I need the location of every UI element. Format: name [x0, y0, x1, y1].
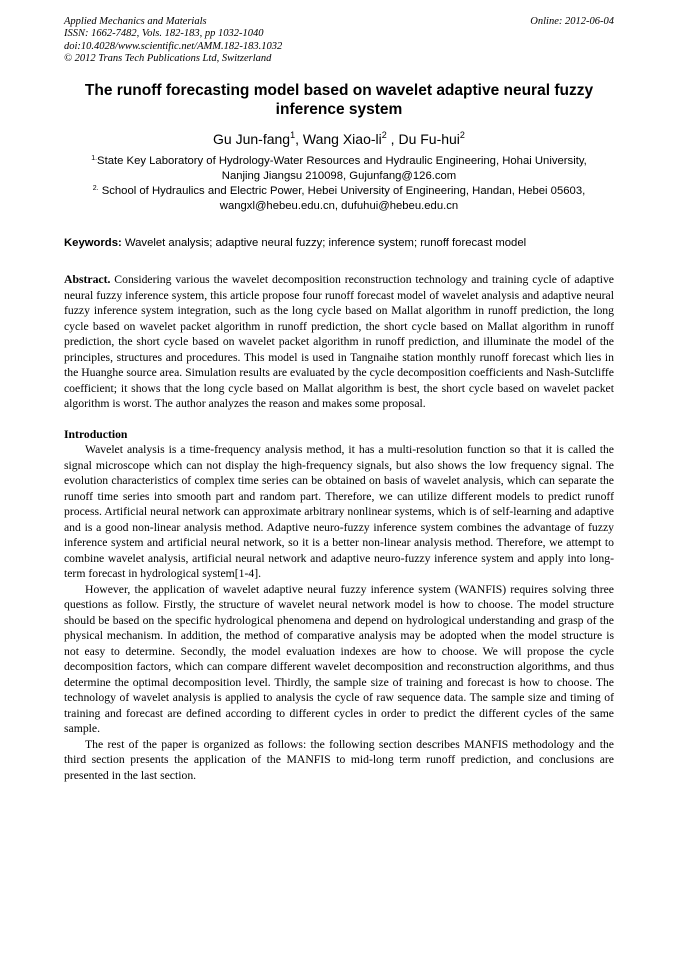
abstract-label: Abstract.: [64, 273, 111, 287]
author-list: [64, 130, 614, 148]
affiliation-text: State Key Laboratory of Hydrology-Water Resources and Hydraulic Engineering, Hohai University,: [97, 155, 587, 168]
author-name: Gu Jun-fang: [213, 131, 291, 148]
section-heading-introduction: Introduction: [64, 427, 128, 441]
title-line-1: The runoff forecasting model based on wavelet adaptive neural fuzzy: [84, 82, 594, 100]
doi-line: doi:10.4028/www.scientific.net/AMM.182-183.1032: [64, 40, 283, 52]
author-separator: ,: [386, 131, 399, 148]
keywords-text: Wavelet analysis; adaptive neural fuzzy; inference system; runoff forecast model: [121, 237, 527, 250]
paper-title: [64, 81, 614, 119]
affiliation-line: wangxl@hebeu.edu.cn, dufuhui@hebeu.edu.cn: [219, 200, 459, 213]
affiliation-mark: 1.: [91, 155, 98, 163]
affiliation-text: School of Hydraulics and Electric Power, Hebei University of Engineering, Handan, Hebei 05603,: [98, 185, 586, 198]
issn-line: ISSN: 1662-7482, Vols. 182-183, pp 1032-1040: [64, 28, 264, 40]
title-line-2: inference system: [275, 101, 403, 119]
abstract: [64, 272, 614, 412]
copyright-line: © 2012 Trans Tech Publications Ltd, Switzerland: [64, 52, 272, 64]
author-name: Wang Xiao-li: [302, 131, 382, 148]
author-affiliation-mark: 1: [290, 130, 296, 141]
journal-name: Applied Mechanics and Materials: [64, 16, 207, 27]
intro-paragraph: The rest of the paper is organized as follows: the following section describes MANFIS methodology and the third section presents the application of the MANFIS to mid-long term runoff prediction, and conclusions are presented in the last section.: [64, 737, 614, 782]
online-date: Online: 2012-06-04: [530, 16, 614, 27]
intro-paragraph: However, the application of wavelet adaptive neural fuzzy inference system (WANFIS) requires solving three questions as follow. Firstly, the structure of wavelet neural network model is how to choose. The model structure should be based on the specific hydrological phenomena and depend on hydrological understanding and grasp of the physical mechanism. In addition, the method of comparative analysis may be adopted when the model structure is not easy to determine. Secondly, the model evaluation indexes are how to choose. We will propose the cycle decomposition factors, which can compare different wavelet decomposition and reconstruction algorithms, and thus determine the optimal decomposition level. Thirdly, the sample size of training and forecast is how to choose. The technology of wavelet analysis is applied to analysis the cycle of raw sequence data. The sample size and timing of training and forecast are defined according to different cycles in order to predict the different cycles of the same sample.: [64, 582, 614, 736]
author-affiliation-mark: 2: [381, 130, 387, 141]
affiliation-line: [64, 154, 614, 169]
abstract-text: Considering various the wavelet decomposition reconstruction technology and training cycle of adaptive neural fuzzy inference system, this article propose four runoff forecast model of wavelet analysis and adaptive neural fuzzy inference system integration, such as the long cycle based on Mallat algorithm in runoff prediction, the long cycle based on wavelet packet algorithm in runoff prediction, the short cycle based on Mallat algorithm in runoff prediction, the short cycle based on wavelet packet algorithm in runoff prediction, and illuminate the model of the principles, structures and procedures. This model is used in Tangnaihe station monthly runoff forecast which lies in the Huanghe source area. Simulation results are evaluated by the cycle decomposition coefficients and Nash-Sutcliffe coefficient; it shows that the long cycle based on Mallat algorithm is best, the short cycle based on wavelet packet algorithm is worst. The author analyzes the reason and makes some proposal.: [64, 273, 614, 411]
intro-paragraph: Wavelet analysis is a time-frequency analysis method, it has a multi-resolution function so that it is called the signal microscope which can not display the high-frequency signals, but also shows the low frequency signal. The evolution characteristics of complex time series can be obtained on basis of wavelet analysis, which can separate the runoff time series into smooth part and random part. Therefore, we can utilize different models to predict runoff process. Artificial neural network can approximate arbitrary nonlinear systems, which is of self-learning and adaptive and is a good non-linear analysis method. Adaptive neuro-fuzzy inference system combines the advantage of fuzzy inference system and artificial neural network, so it is a better non-linear analysis method. Therefore, we attempt to combine wavelet analysis, artificial neural network and adaptive neuro-fuzzy inference system and apply into long-term forecast in hydrological system[1-4].: [64, 443, 614, 581]
affiliation-mark: 2.: [92, 185, 99, 193]
journal-header: [64, 16, 614, 65]
keywords: [64, 236, 614, 251]
keywords-label: Keywords:: [64, 237, 122, 250]
author-affiliation-mark: 2: [459, 130, 465, 141]
affiliations: [64, 154, 614, 214]
author-separator: ,: [295, 131, 303, 148]
affiliation-line: Nanjing Jiangsu 210098, Gujunfang@126.com: [221, 170, 457, 183]
affiliation-line: [64, 184, 614, 199]
author-name: Du Fu-hui: [398, 131, 460, 148]
